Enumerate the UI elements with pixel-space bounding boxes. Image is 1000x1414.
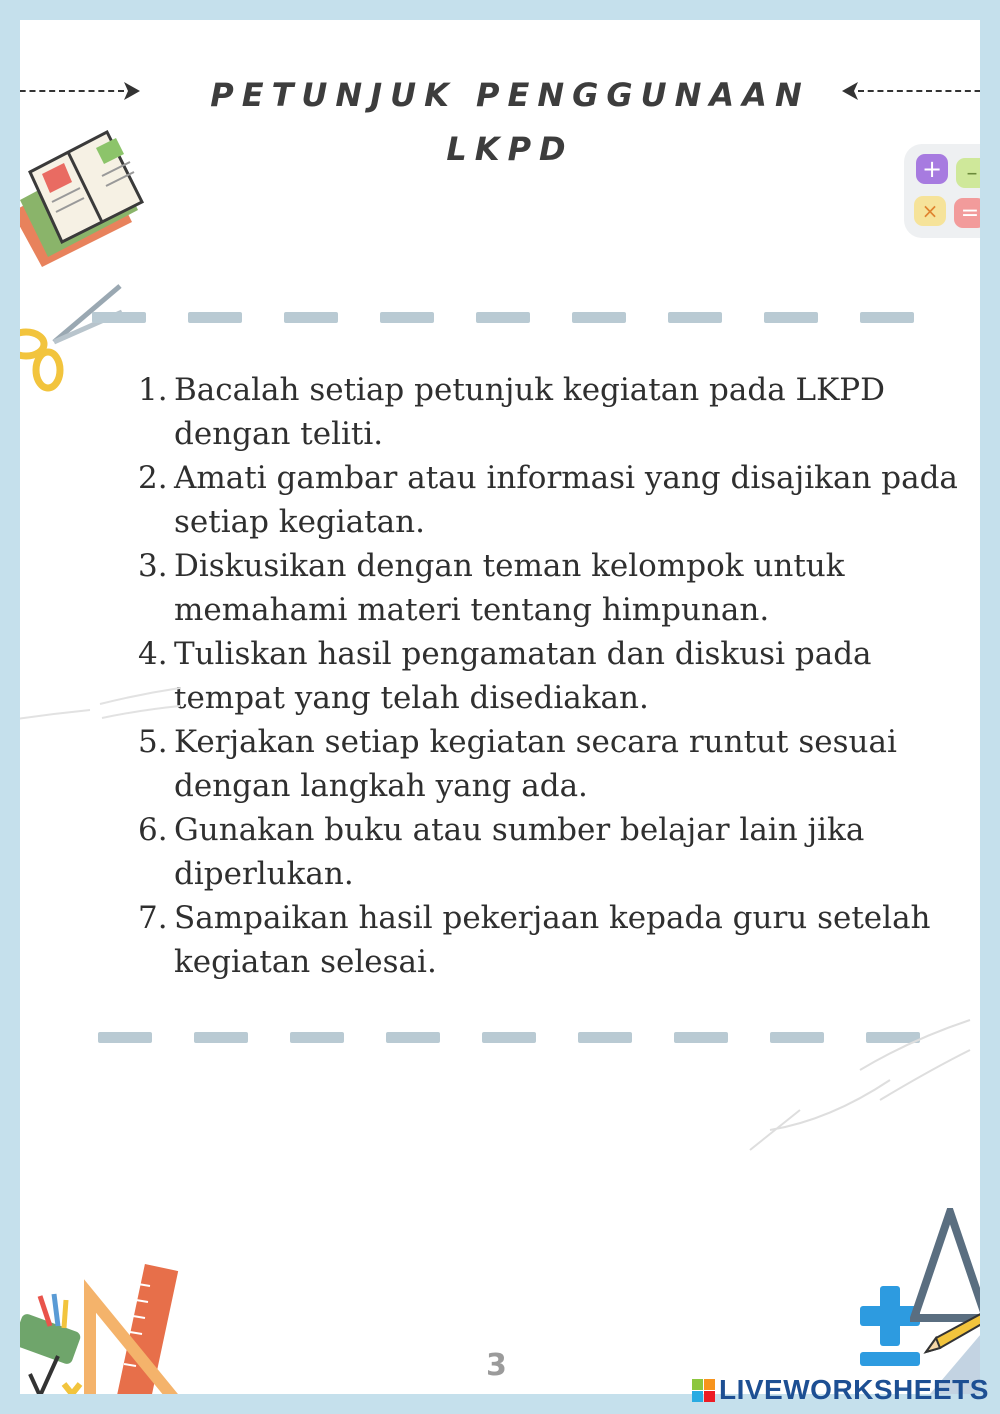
list-item	[138, 456, 958, 544]
step-text: Diskusikan dengan teman kelompok untuk memahami materi tentang himpunan.	[174, 548, 845, 628]
step-text: Kerjakan setiap kegiatan secara runtut sesuai dengan langkah yang ada.	[174, 724, 897, 804]
list-item	[138, 632, 958, 720]
worksheet-page	[20, 20, 980, 1394]
page-number: 3	[486, 1348, 507, 1383]
svg-text:+: +	[921, 155, 943, 183]
svg-text:×: ×	[921, 199, 939, 223]
pencil-icon	[922, 1308, 980, 1358]
step-number: 2.	[138, 460, 168, 496]
step-number: 1.	[138, 372, 168, 408]
liveworksheets-logo-icon	[692, 1379, 715, 1402]
formula-decoration	[20, 680, 190, 730]
right-dashed-arrow	[858, 90, 980, 92]
left-dashed-arrow	[20, 90, 124, 92]
step-text: Bacalah setiap petunjuk kegiatan pada LKPD dengan teliti.	[174, 372, 886, 452]
liveworksheets-brand[interactable]	[692, 1374, 989, 1406]
brand-name: LIVEWORKSHEETS	[719, 1374, 989, 1405]
book-icon	[20, 112, 182, 272]
page-title: PETUNJUK PENGGUNAAN LKPD	[210, 76, 810, 168]
list-item	[138, 808, 958, 896]
step-text: Gunakan buku atau sumber belajar lain jika diperlukan.	[174, 812, 865, 892]
step-text: Sampaikan hasil pekerjaan kepada guru setelah kegiatan selesai.	[174, 900, 931, 980]
svg-text:=: =	[960, 201, 980, 226]
calculator-icon	[902, 142, 980, 242]
step-number: 4.	[138, 636, 168, 672]
list-item	[138, 720, 958, 808]
list-item	[138, 368, 958, 456]
set-square-icon	[910, 1208, 980, 1394]
step-text: Amati gambar atau informasi yang disajikan pada setiap kegiatan.	[174, 460, 958, 540]
instruction-list	[138, 368, 958, 984]
arrow-right-icon	[122, 80, 142, 102]
step-number: 5.	[138, 724, 168, 760]
arrow-left-icon	[840, 80, 860, 102]
list-item	[138, 544, 958, 632]
scissors-icon	[20, 282, 124, 392]
step-number: 7.	[138, 900, 168, 936]
step-text: Tuliskan hasil pengamatan dan diskusi pada tempat yang telah disediakan.	[174, 636, 872, 716]
formula-decoration	[740, 1010, 980, 1160]
stationery-icon	[20, 1256, 210, 1394]
step-number: 6.	[138, 812, 168, 848]
svg-text:–: –	[966, 161, 978, 186]
list-item	[138, 896, 958, 984]
step-number: 3.	[138, 548, 168, 584]
top-divider	[92, 312, 914, 323]
